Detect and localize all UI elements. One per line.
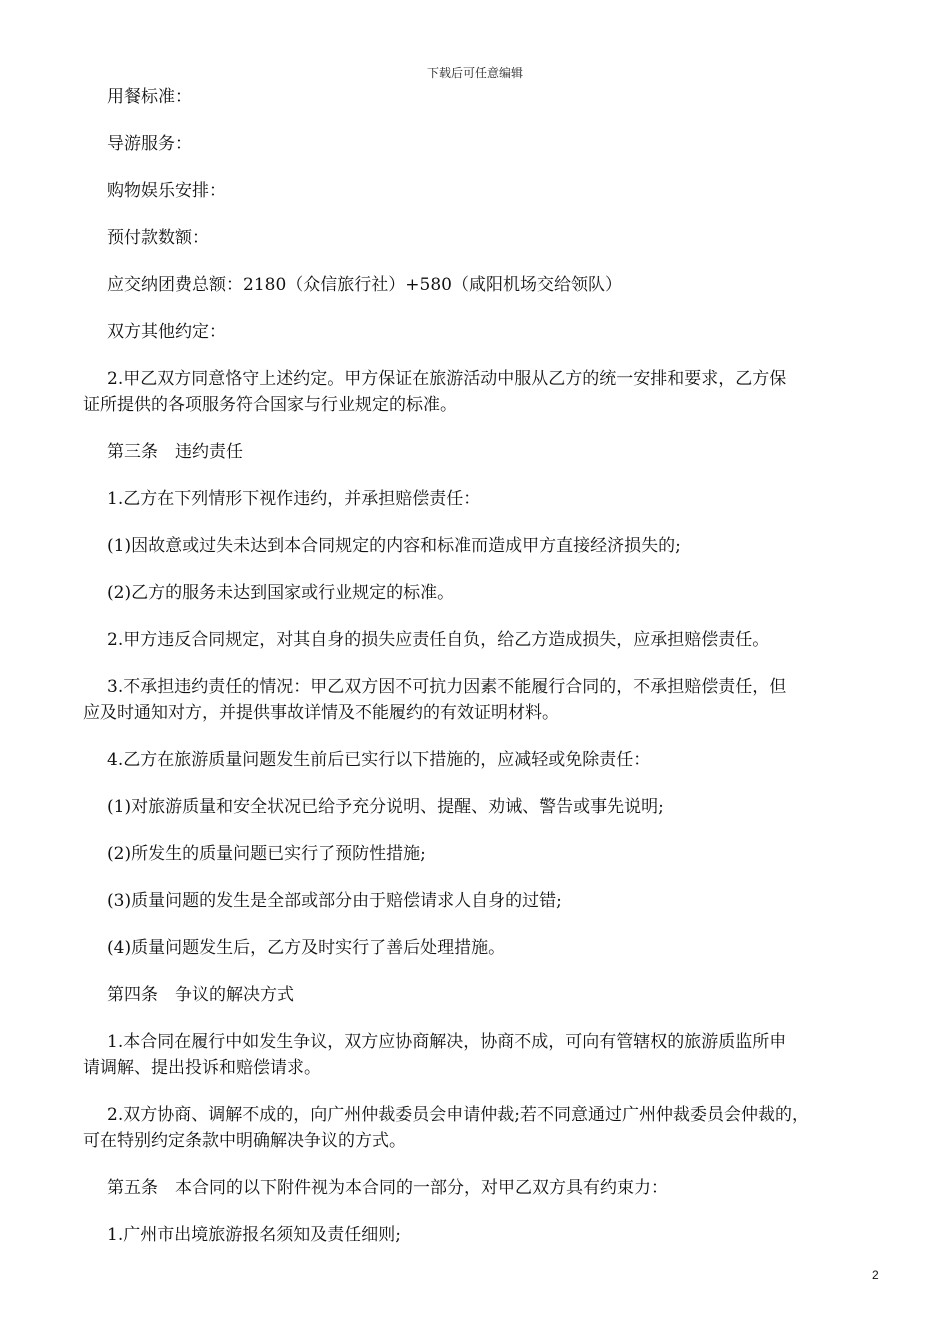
mitigation-sub-4: (4)质量问题发生后，乙方及时实行了善后处理措施。 [107,938,506,958]
breach-item-3-first-line: 3.不承担违约责任的情况：甲乙双方因不可抗力因素不能履行合同的，不承担赔偿责任，但 [107,677,787,697]
mitigation-sub-3: (3)质量问题的发生是全部或部分由于赔偿请求人自身的过错; [107,891,562,911]
breach-item-3-second-line: 应及时通知对方，并提供事故详情及不能履约的有效证明材料。 [83,703,559,723]
article-3-heading: 第三条 违约责任 [107,442,243,462]
clause-2-first-line: 2.甲乙双方同意恪守上述约定。甲方保证在旅游活动中服从乙方的统一安排和要求，乙方保 [107,369,787,389]
breach-sub-2: (2)乙方的服务未达到国家或行业规定的标准。 [107,583,455,603]
dispute-item-1-first-line: 1.本合同在履行中如发生争议，双方应协商解决，协商不成，可向有管辖权的旅游质监所申 [107,1032,787,1052]
shopping-entertainment-line: 购物娱乐安排： [107,181,226,201]
dispute-item-1-second-line: 请调解、提出投诉和赔偿请求。 [83,1058,321,1078]
mitigation-sub-2: (2)所发生的质量问题已实行了预防性措施; [107,844,426,864]
breach-item-2: 2.甲方违反合同规定，对其自身的损失应责任自负，给乙方造成损失，应承担赔偿责任。 [107,630,770,650]
mitigation-sub-1: (1)对旅游质量和安全状况已给予充分说明、提醒、劝诫、警告或事先说明; [107,797,664,817]
breach-item-1: 1.乙方在下列情形下视作违约，并承担赔偿责任： [107,489,481,509]
dispute-item-2-first-line: 2.双方协商、调解不成的，向广州仲裁委员会申请仲裁;若不同意通过广州仲裁委员会仲裁的， [107,1105,809,1125]
meal-standard-line: 用餐标准： [107,87,192,107]
dispute-item-2-second-line: 可在特别约定条款中明确解决争议的方式。 [83,1131,406,1151]
article-4-heading: 第四条 争议的解决方式 [107,985,294,1005]
guide-service-line: 导游服务： [107,134,192,154]
other-agreement-line: 双方其他约定： [107,322,226,342]
prepayment-line: 预付款数额： [107,228,209,248]
page-header: 下载后可任意编辑 [426,66,523,80]
clause-2-second-line: 证所提供的各项服务符合国家与行业规定的标准。 [83,395,457,415]
page-number: 2 [872,1268,879,1282]
total-fee-line: 应交纳团费总额：2180（众信旅行社）+580（咸阳机场交给领队） [107,275,622,295]
article-5-heading: 第五条 本合同的以下附件视为本合同的一部分，对甲乙双方具有约束力： [107,1178,668,1198]
annex-item-1: 1.广州市出境旅游报名须知及责任细则; [107,1225,401,1245]
breach-item-4: 4.乙方在旅游质量问题发生前后已实行以下措施的，应减轻或免除责任： [107,750,651,770]
breach-sub-1: (1)因故意或过失未达到本合同规定的内容和标准而造成甲方直接经济损失的; [107,536,681,556]
